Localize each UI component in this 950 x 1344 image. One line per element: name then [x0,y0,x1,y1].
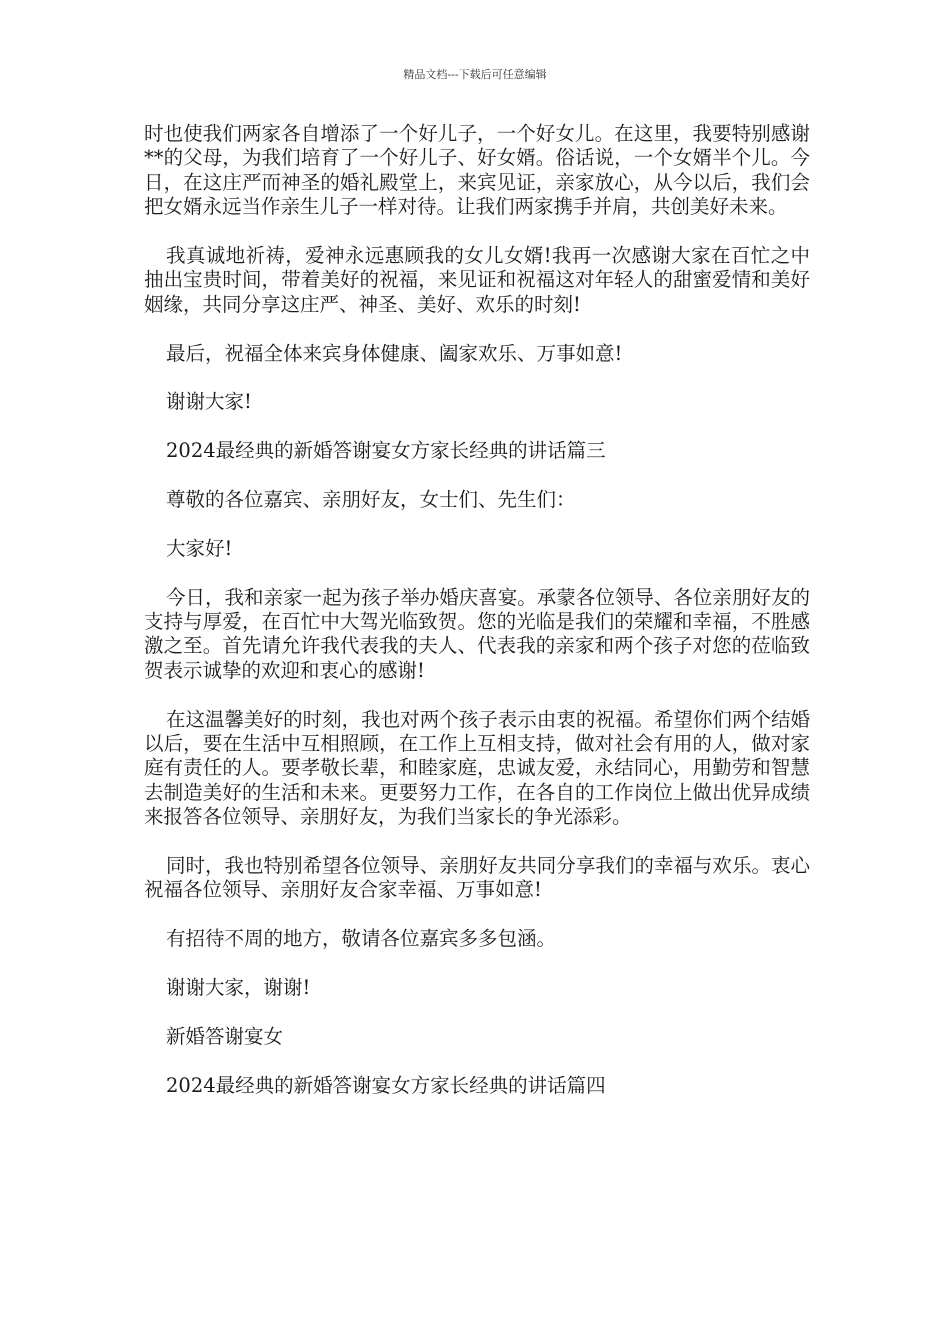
paragraph-blessing: 最后，祝福全体来宾身体健康、阖家欢乐、万事如意! [166,341,623,365]
paragraph-thanks: 谢谢大家! [166,390,252,414]
paragraph-closing-thanks: 谢谢大家，谢谢! [166,976,311,1000]
paragraph-salutation: 尊敬的各位嘉宾、亲朋好友，女士们、先生们： [166,488,576,512]
paragraph-prayer: 我真诚地祈祷，爱神永远惠顾我的女儿女婿!我再一次感谢大家在百忙之中抽出宝贵时间，带着美好的祝福，来见证和祝福这对年轻人的甜蜜爱情和美好姻缘，共同分享这庄严、神圣、美好、欢乐的时刻! [144,244,810,316]
paragraph-apology: 有招待不周的地方，敬请各位嘉宾多多包涵。 [166,927,557,951]
section-title-part4: 2024最经典的新婚答谢宴女方家长经典的讲话篇四 [166,1073,606,1097]
page-header: 精品文档---下载后可任意编辑 [403,68,547,81]
paragraph-label: 新婚答谢宴女 [166,1024,284,1048]
paragraph-share: 同时，我也特别希望各位领导、亲朋好友共同分享我们的幸福与欢乐。衷心祝福各位领导、亲朋好友合家幸福、万事如意! [144,854,810,902]
paragraph-welcome: 今日，我和亲家一起为孩子举办婚庆喜宴。承蒙各位领导、各位亲朋好友的支持与厚爱，在百忙中大驾光临致贺。您的光临是我们的荣耀和幸福，不胜感激之至。首先请允许我代表我的夫人、代表我的亲家和两个孩子对您的莅临致贺表示诚挚的欢迎和衷心的感谢! [144,585,810,682]
paragraph-continuation: 时也使我们两家各自增添了一个好儿子，一个好女儿。在这里，我要特别感谢**的父母，为我们培育了一个好儿子、好女婿。俗话说，一个女婿半个儿。今日，在这庄严而神圣的婚礼殿堂上，来宾见证，亲家放心，从今以后，我们会把女婿永远当作亲生儿子一样对待。让我们两家携手并肩，共创美好未来。 [144,122,810,219]
paragraph-wishes: 在这温馨美好的时刻，我也对两个孩子表示由衷的祝福。希望你们两个结婚以后，要在生活中互相照顾，在工作上互相支持，做对社会有用的人，做对家庭有责任的人。要孝敬长辈，和睦家庭，忠诚友爱，永结同心，用勤劳和智慧去制造美好的生活和未来。更要努力工作，在各自的工作岗位上做出优异成绩来报答各位领导、亲朋好友，为我们当家长的争光添彩。 [144,707,810,829]
paragraph-greeting: 大家好! [166,536,233,560]
document-body [144,122,810,1098]
section-title-part3: 2024最经典的新婚答谢宴女方家长经典的讲话篇三 [166,439,606,463]
